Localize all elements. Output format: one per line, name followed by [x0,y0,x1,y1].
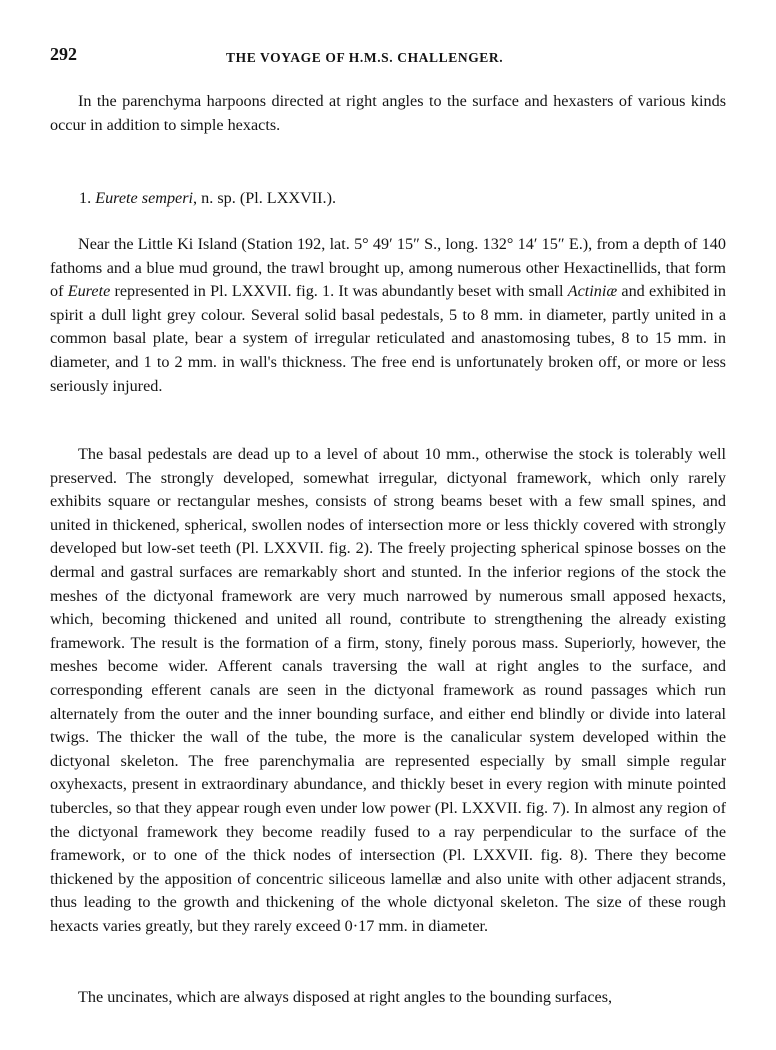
species-heading-rest: , n. sp. (Pl. LXXVII.). [193,189,337,207]
p1-text-b: represented in Pl. LXXVII. fig. 1. It was abundantly beset with small [110,282,568,301]
body-paragraph-1 [50,233,726,398]
running-title: THE VOYAGE OF H.M.S. CHALLENGER. [226,50,504,65]
p1-text-c: and exhibited in spirit a dull light grey colour. Several solid basal pedestals, 5 to 8 mm. in diameter, partly united in a common basal plate, bear a system of irregular reticulated and anastomosing tubes, 8 to 15 mm. in diameter, and 1 to 2 mm. in wall's thickness. The free end is unfortunately broken off, or more or less seriously injured. [50,282,727,395]
species-name: Eurete semperi [95,189,194,207]
p1-text-a: Near the Little Ki Island (Station 192, lat. 5° 49′ 15″ S., long. 132° 14′ 15″ E.), from a depth of 140 fathoms and a blue mud ground, the trawl brought up, among numerous other Hexactinellids, that form of [50,235,726,301]
genus-eurete: Eurete [67,282,111,301]
species-number: 1. [79,189,92,207]
page-number: 292 [50,44,77,64]
body-paragraph-3: The uncinates, which are always disposed at right angles to the bounding surfaces, [78,988,613,1006]
body-paragraph-2: The basal pedestals are dead up to a level of about 10 mm., otherwise the stock is tolerably well preserved. The strongly developed, somewhat irregular, dictyonal framework, which only rarely exhibits square or rectangular meshes, consists of strong beams beset with a few small spines, and united in thickened, spherical, swollen nodes of intersection more or less thickly covered with strongly developed but low-set teeth (Pl. LXXVII. fig. 2). The freely projecting spherical spinose bosses on the dermal and gastral surfaces are remarkably short and stunted. In the inferior regions of the stock the meshes of the dictyonal framework are very much narrowed by numerous small apposed hexacts, which, becoming thickened and united all round, contribute to strengthening the already existing framework. The result is the formation of a firm, stony, finely porous mass. Superiorly, however, the meshes become wider. Afferent canals traversing the wall at right angles to the surface, and corresponding efferent canals are seen in the dictyonal framework as round passages which run alternately from the outer and the inner bounding surface, and either end blindly or divide into lateral twigs. The thicker the wall of the tube, the more is the canalicular system developed within the dictyonal skeleton. The free parenchymalia are represented especially by small simple regular oxyhexacts, present in extraordinary abundance, and thickly beset in every region with minute pointed tubercles, so that they appear rough even under low power (Pl. LXXVII. fig. 7). In almost any region of the dictyonal framework they become readily fused to a ray perpendicular to the surface of the framework, or to one of the thick nodes of intersection (Pl. LXXVII. fig. 8). There they become thickened by the apposition of concentric siliceous lamellæ and also unite with other adjacent strands, thus leading to the growth and thickening of the whole dictyonal skeleton. The size of these rough hexacts varies greatly, but they rarely exceed 0·17 mm. in diameter. [50,445,726,935]
intro-paragraph: In the parenchyma harpoons directed at right angles to the surface and hexasters of various kinds occur in addition to simple hexacts. [50,92,726,134]
species-heading [79,189,336,208]
genus-actiniae: Actiniæ [567,282,618,301]
